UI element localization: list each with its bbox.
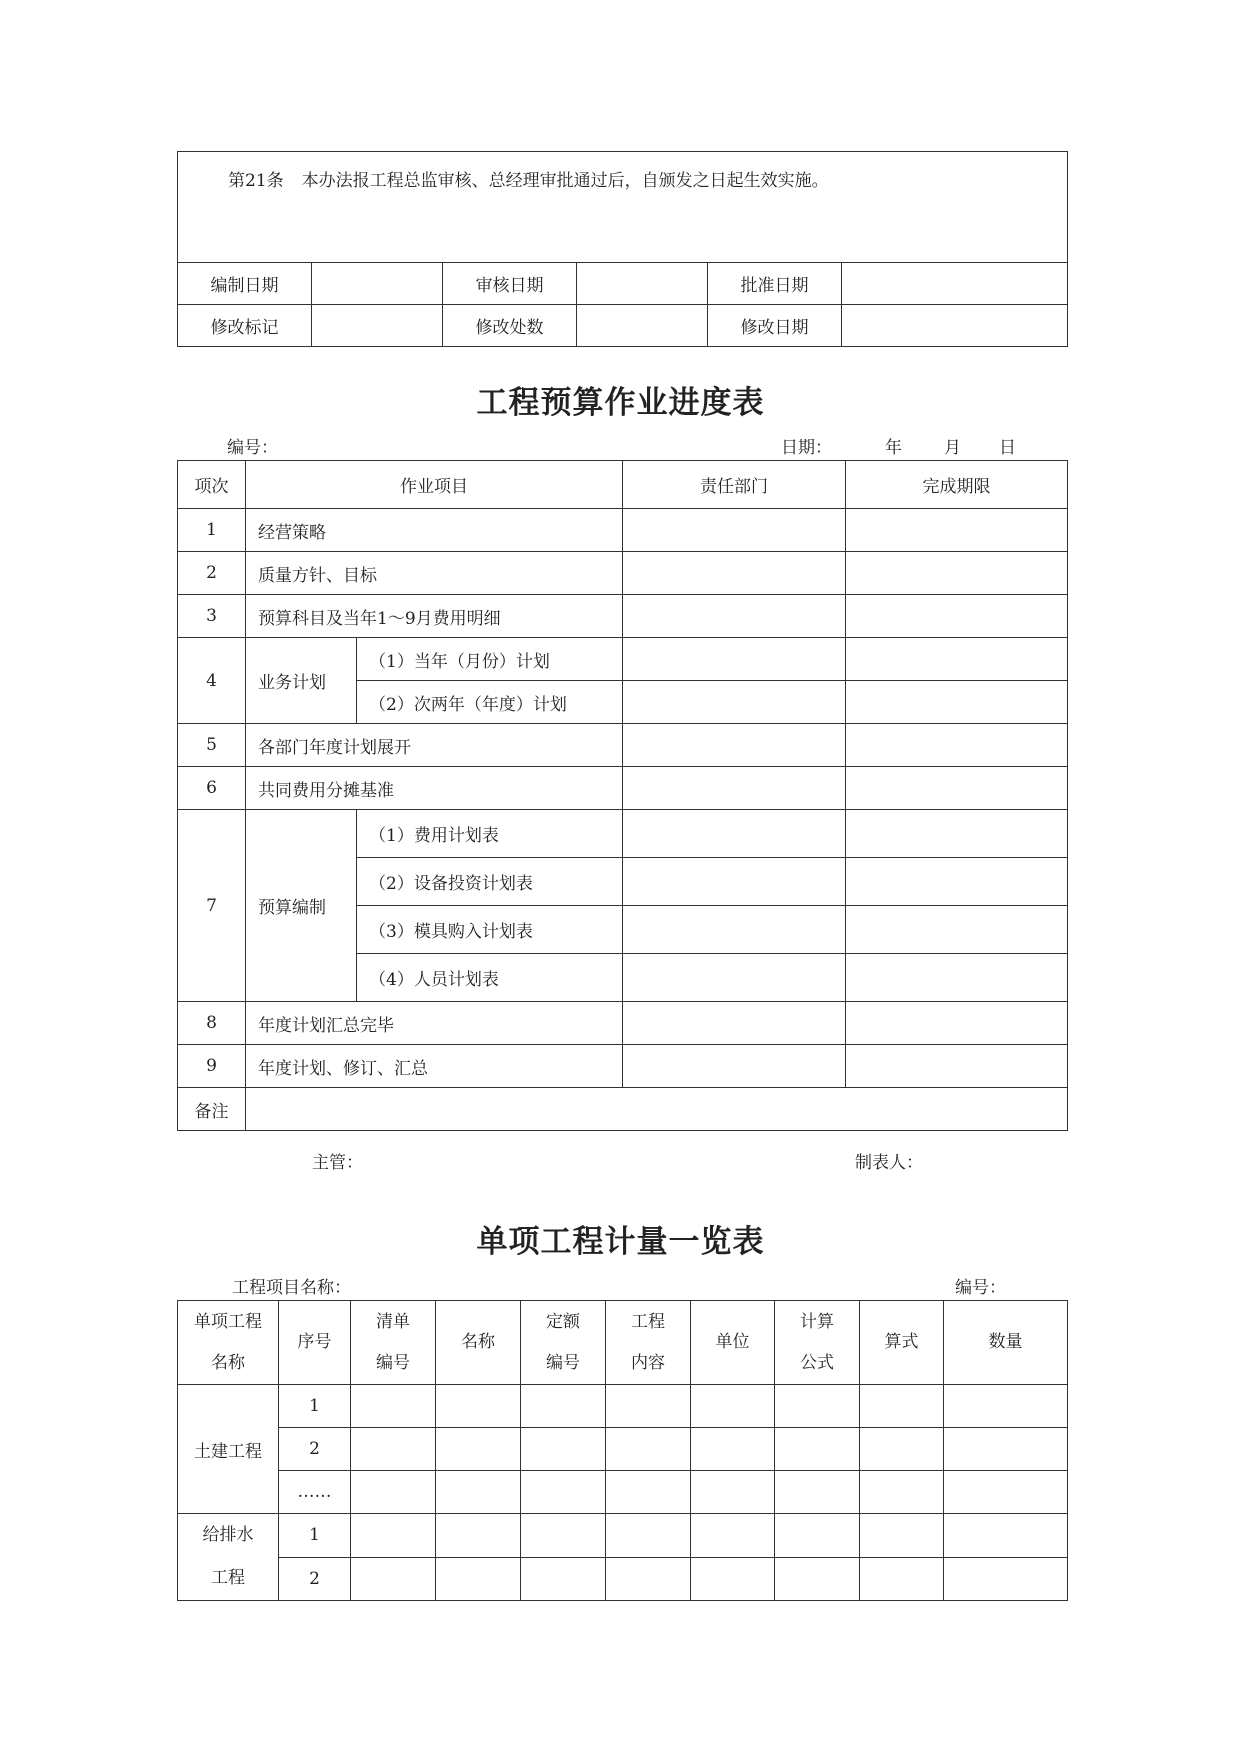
table-row	[178, 1002, 1068, 1045]
department-cell[interactable]	[623, 638, 846, 681]
revision-date-label: 修改日期	[708, 305, 842, 347]
department-cell[interactable]	[623, 810, 846, 858]
revision-count-value[interactable]	[577, 305, 708, 347]
table-row	[178, 810, 1068, 858]
table-row	[178, 767, 1068, 810]
data-cell[interactable]	[691, 1385, 775, 1428]
table-row	[178, 1045, 1068, 1088]
data-cell[interactable]	[521, 1385, 606, 1428]
row-no: 9	[178, 1045, 246, 1088]
data-cell[interactable]	[436, 1471, 521, 1514]
data-cell[interactable]	[860, 1514, 944, 1558]
deadline-cell[interactable]	[846, 552, 1068, 595]
number-label: 编号：	[955, 1278, 1006, 1298]
table-row	[178, 509, 1068, 552]
deadline-cell[interactable]	[846, 638, 1068, 681]
row-no: 2	[178, 552, 246, 595]
deadline-cell[interactable]	[846, 1002, 1068, 1045]
data-cell[interactable]	[944, 1385, 1068, 1428]
department-cell[interactable]	[623, 681, 846, 724]
row-task: 经营策略	[246, 509, 623, 552]
date-label: 日期：	[781, 438, 832, 458]
table-header-row	[178, 1301, 1068, 1385]
data-cell[interactable]	[775, 1557, 860, 1601]
data-cell[interactable]	[775, 1471, 860, 1514]
revision-mark-label: 修改标记	[178, 305, 312, 347]
row-no: 5	[178, 724, 246, 767]
data-cell[interactable]	[944, 1428, 1068, 1471]
department-cell[interactable]	[623, 1002, 846, 1045]
data-cell[interactable]	[351, 1471, 436, 1514]
seq-cell: 1	[279, 1514, 351, 1558]
budget-progress-title: 工程预算作业进度表	[476, 385, 765, 421]
table-row	[178, 1385, 1068, 1428]
data-cell[interactable]	[860, 1385, 944, 1428]
department-cell[interactable]	[623, 858, 846, 906]
data-cell[interactable]	[351, 1514, 436, 1558]
revision-mark-value[interactable]	[312, 305, 443, 347]
deadline-cell[interactable]	[846, 767, 1068, 810]
data-cell[interactable]	[691, 1557, 775, 1601]
compile-date-label: 编制日期	[178, 263, 312, 305]
header-unit: 单位	[691, 1301, 775, 1385]
deadline-cell[interactable]	[846, 906, 1068, 954]
department-cell[interactable]	[623, 509, 846, 552]
data-cell[interactable]	[691, 1471, 775, 1514]
data-cell[interactable]	[860, 1471, 944, 1514]
table-row	[178, 1514, 1068, 1558]
row-no: 7	[178, 810, 246, 1002]
header-item-no: 项次	[178, 461, 246, 509]
header-expression: 算式	[860, 1301, 944, 1385]
remark-label: 备注	[178, 1088, 246, 1131]
row-subtask: （2）次两年（年度）计划	[357, 681, 623, 724]
row-subtask: （3）模具购入计划表	[357, 906, 623, 954]
header-seq: 序号	[279, 1301, 351, 1385]
row-no: 4	[178, 638, 246, 724]
date-day: 日	[999, 438, 1016, 458]
data-cell[interactable]	[521, 1428, 606, 1471]
data-cell[interactable]	[436, 1514, 521, 1558]
header-formula: 计算 公式	[775, 1301, 860, 1385]
department-cell[interactable]	[623, 552, 846, 595]
header-deadline: 完成期限	[846, 461, 1068, 509]
header-task: 作业项目	[246, 461, 623, 509]
department-cell[interactable]	[623, 724, 846, 767]
row-subtask: （4）人员计划表	[357, 954, 623, 1002]
preparer-label: 制表人：	[855, 1153, 923, 1173]
data-cell[interactable]	[521, 1514, 606, 1558]
date-month: 月	[944, 438, 961, 458]
header-bill-no: 清单 编号	[351, 1301, 436, 1385]
remark-row	[178, 1088, 1068, 1131]
data-cell[interactable]	[521, 1557, 606, 1601]
row-no: 6	[178, 767, 246, 810]
data-cell[interactable]	[691, 1514, 775, 1558]
article-number: 第21条	[228, 171, 284, 191]
article-text: 本办法报工程总监审核、总经理审批通过后，自颁发之日起生效实施。	[301, 171, 829, 191]
data-cell[interactable]	[775, 1428, 860, 1471]
data-cell[interactable]	[606, 1385, 691, 1428]
table-header-row	[178, 461, 1068, 509]
supervisor-label: 主管：	[312, 1153, 363, 1173]
header-quota-no: 定额 编号	[521, 1301, 606, 1385]
data-cell[interactable]	[691, 1428, 775, 1471]
row-task: 预算科目及当年1～9月费用明细	[246, 595, 623, 638]
data-cell[interactable]	[944, 1557, 1068, 1601]
remark-cell[interactable]	[246, 1088, 1068, 1131]
data-cell[interactable]	[606, 1557, 691, 1601]
seq-cell: 2	[279, 1557, 351, 1601]
compile-date-value[interactable]	[312, 263, 443, 305]
header-name: 名称	[436, 1301, 521, 1385]
row-task: 质量方针、目标	[246, 552, 623, 595]
group-name-plumbing: 给排水 工程	[178, 1514, 279, 1601]
row-no: 3	[178, 595, 246, 638]
department-cell[interactable]	[623, 1045, 846, 1088]
seq-cell: 1	[279, 1385, 351, 1428]
data-cell[interactable]	[521, 1471, 606, 1514]
revision-date-value[interactable]	[842, 305, 1068, 347]
data-cell[interactable]	[944, 1471, 1068, 1514]
data-cell[interactable]	[944, 1514, 1068, 1558]
review-date-label: 审核日期	[443, 263, 577, 305]
data-cell[interactable]	[436, 1557, 521, 1601]
deadline-cell[interactable]	[846, 681, 1068, 724]
seq-cell: 2	[279, 1428, 351, 1471]
deadline-cell[interactable]	[846, 810, 1068, 858]
deadline-cell[interactable]	[846, 954, 1068, 1002]
approve-date-value[interactable]	[842, 263, 1068, 305]
row-task: 年度计划汇总完毕	[246, 1002, 623, 1045]
row-no: 1	[178, 509, 246, 552]
row-task: 年度计划、修订、汇总	[246, 1045, 623, 1088]
department-cell[interactable]	[623, 906, 846, 954]
department-cell[interactable]	[623, 767, 846, 810]
approval-table	[177, 151, 1068, 347]
row-task: 共同费用分摊基准	[246, 767, 623, 810]
deadline-cell[interactable]	[846, 1045, 1068, 1088]
table-row	[178, 552, 1068, 595]
table-row	[178, 724, 1068, 767]
table-row	[178, 595, 1068, 638]
header-work-content: 工程 内容	[606, 1301, 691, 1385]
quantity-list-table	[177, 1300, 1068, 1601]
data-cell[interactable]	[775, 1514, 860, 1558]
project-name-label: 工程项目名称：	[232, 1278, 351, 1298]
revision-count-label: 修改处数	[443, 305, 577, 347]
department-cell[interactable]	[623, 954, 846, 1002]
data-cell[interactable]	[606, 1428, 691, 1471]
quantity-list-title: 单项工程计量一览表	[476, 1224, 765, 1260]
header-quantity: 数量	[944, 1301, 1068, 1385]
table-row	[178, 1471, 1068, 1514]
row-task: 预算编制	[246, 810, 357, 1002]
data-cell[interactable]	[606, 1514, 691, 1558]
data-cell[interactable]	[436, 1385, 521, 1428]
data-cell[interactable]	[606, 1471, 691, 1514]
deadline-cell[interactable]	[846, 509, 1068, 552]
number-label: 编号：	[227, 438, 278, 458]
group-name-civil: 土建工程	[178, 1385, 279, 1514]
header-item-name: 单项工程 名称	[178, 1301, 279, 1385]
header-department: 责任部门	[623, 461, 846, 509]
data-cell[interactable]	[351, 1428, 436, 1471]
seq-cell: ……	[279, 1471, 351, 1514]
row-subtask: （2）设备投资计划表	[357, 858, 623, 906]
deadline-cell[interactable]	[846, 595, 1068, 638]
row-task: 各部门年度计划展开	[246, 724, 623, 767]
data-cell[interactable]	[436, 1428, 521, 1471]
row-subtask: （1）当年（月份）计划	[357, 638, 623, 681]
approve-date-label: 批准日期	[708, 263, 842, 305]
data-cell[interactable]	[860, 1428, 944, 1471]
row-subtask: （1）费用计划表	[357, 810, 623, 858]
data-cell[interactable]	[351, 1557, 436, 1601]
deadline-cell[interactable]	[846, 858, 1068, 906]
deadline-cell[interactable]	[846, 724, 1068, 767]
row-no: 8	[178, 1002, 246, 1045]
data-cell[interactable]	[775, 1385, 860, 1428]
review-date-value[interactable]	[577, 263, 708, 305]
table-row	[178, 638, 1068, 681]
row-task: 业务计划	[246, 638, 357, 724]
data-cell[interactable]	[860, 1557, 944, 1601]
table-row	[178, 1428, 1068, 1471]
department-cell[interactable]	[623, 595, 846, 638]
article-cell	[178, 152, 1068, 263]
table-row	[178, 1557, 1068, 1601]
data-cell[interactable]	[351, 1385, 436, 1428]
date-year: 年	[885, 438, 902, 458]
budget-progress-table	[177, 460, 1068, 1131]
